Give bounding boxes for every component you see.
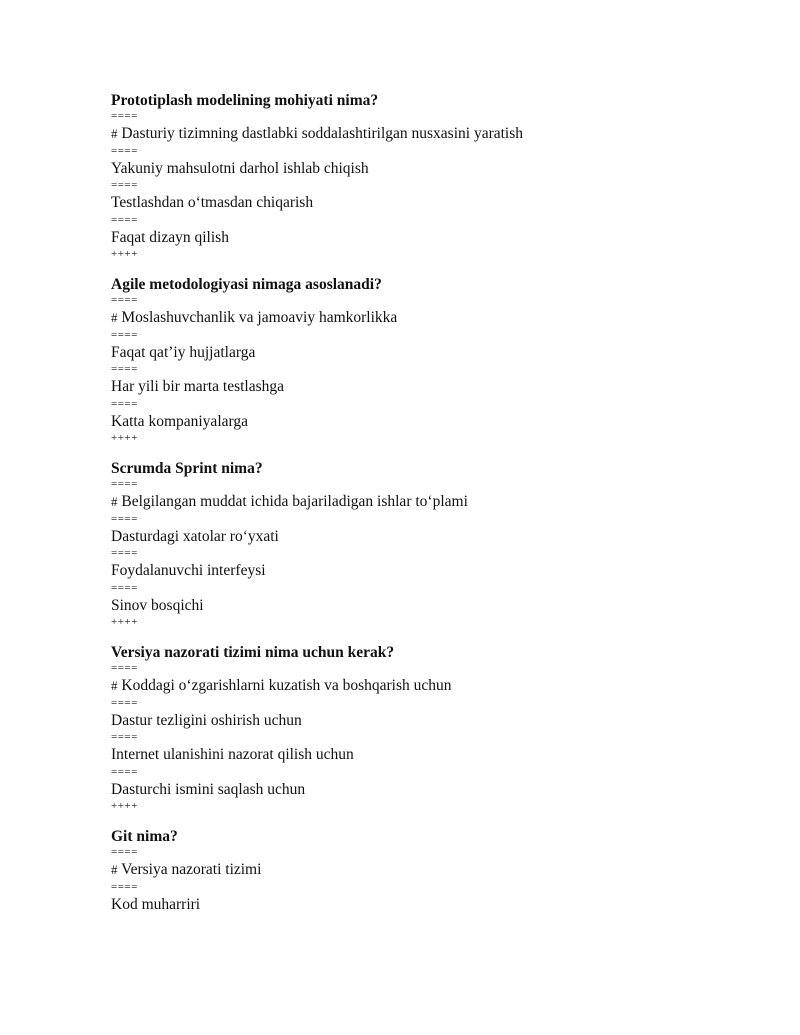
- option-separator: ====: [111, 110, 138, 122]
- option-text: Dastur tezligini oshirish uchun: [111, 711, 302, 729]
- answer-option: [111, 595, 711, 617]
- question-text: Agile metodologiyasi nimaga asoslanadi?: [111, 276, 382, 293]
- option-separator: ====: [111, 213, 138, 226]
- question-end-separator: ++++: [111, 800, 138, 812]
- correct-answer-option: [111, 307, 711, 329]
- option-separator: ====: [111, 731, 138, 743]
- correct-answer-mark: #: [111, 126, 118, 141]
- correct-answer-mark: #: [111, 862, 118, 877]
- option-text: Foydalanuvchi interfeysi: [111, 562, 266, 579]
- question-end-separator: ++++: [111, 616, 138, 628]
- option-text: Internet ulanishini nazorat qilish uchun: [111, 746, 354, 763]
- option-separator: ====: [111, 846, 138, 858]
- correct-answer-option: [111, 123, 711, 145]
- option-text: Koddagi oʻzgarishlarni kuzatish va boshqarish uchun: [121, 677, 452, 694]
- answer-option: [111, 560, 711, 582]
- option-text: Katta kompaniyalarga: [111, 412, 249, 430]
- option-separator: ====: [111, 547, 138, 559]
- option-separator: ====: [111, 662, 138, 674]
- option-separator: ====: [111, 581, 138, 594]
- correct-answer-option: [111, 675, 711, 697]
- correct-answer-mark: #: [111, 310, 118, 325]
- option-separator: ====: [111, 512, 138, 525]
- option-text: Har yili bir marta testlashga: [111, 378, 285, 395]
- answer-option: [111, 192, 711, 214]
- document-page: [111, 92, 711, 931]
- option-separator: ====: [111, 478, 138, 490]
- option-text: Sinov bosqichi: [111, 596, 204, 614]
- option-text: Faqat qat’iy hujjatlarga: [111, 343, 256, 361]
- answer-option: [111, 227, 711, 249]
- option-separator: ====: [111, 363, 138, 375]
- answer-option: [111, 894, 711, 916]
- answer-option: [111, 779, 711, 801]
- option-separator: ====: [111, 696, 138, 709]
- question-text: Versiya nazorati tizimi nima uchun kerak?: [111, 644, 395, 661]
- question-block: [111, 828, 711, 915]
- option-separator: ====: [111, 144, 138, 157]
- answer-option: [111, 526, 711, 548]
- answer-option: [111, 376, 711, 398]
- question-text: Prototiplash modelining mohiyati nima?: [111, 92, 379, 109]
- answer-option: [111, 744, 711, 766]
- option-separator: ====: [111, 765, 138, 778]
- option-separator: ====: [111, 880, 138, 893]
- correct-answer-option: [111, 491, 711, 513]
- answer-option: [111, 710, 711, 732]
- option-text: Versiya nazorati tizimi: [121, 861, 262, 878]
- question-text: Git nima?: [111, 828, 178, 845]
- question-block: [111, 92, 711, 260]
- question-end-separator: ++++: [111, 248, 138, 260]
- option-text: Moslashuvchanlik va jamoaviy hamkorlikka: [121, 309, 398, 326]
- option-text: Belgilangan muddat ichida bajariladigan ishlar toʻplami: [121, 493, 468, 510]
- answer-option: [111, 342, 711, 364]
- question-block: [111, 276, 711, 444]
- question-text: Scrumda Sprint nima?: [111, 460, 263, 477]
- option-text: Testlashdan oʻtmasdan chiqarish: [111, 194, 314, 211]
- answer-option: [111, 158, 711, 180]
- correct-answer-mark: #: [111, 678, 118, 693]
- option-text: Dasturiy tizimning dastlabki soddalashtirilgan nusxasini yaratish: [121, 125, 524, 142]
- option-text: Dasturchi ismini saqlash uchun: [111, 780, 306, 798]
- option-text: Yakuniy mahsulotni darhol ishlab chiqish: [111, 159, 369, 177]
- question-end-separator: ++++: [111, 432, 138, 444]
- option-separator: ====: [111, 328, 138, 341]
- correct-answer-mark: #: [111, 494, 118, 509]
- option-text: Kod muharriri: [111, 895, 201, 913]
- option-separator: ====: [111, 179, 138, 191]
- question-block: [111, 644, 711, 812]
- option-text: Dasturdagi xatolar roʻyxati: [111, 527, 279, 545]
- option-separator: ====: [111, 294, 138, 306]
- correct-answer-option: [111, 859, 711, 881]
- option-text: Faqat dizayn qilish: [111, 228, 229, 246]
- answer-option: [111, 411, 711, 433]
- option-separator: ====: [111, 397, 138, 410]
- question-block: [111, 460, 711, 628]
